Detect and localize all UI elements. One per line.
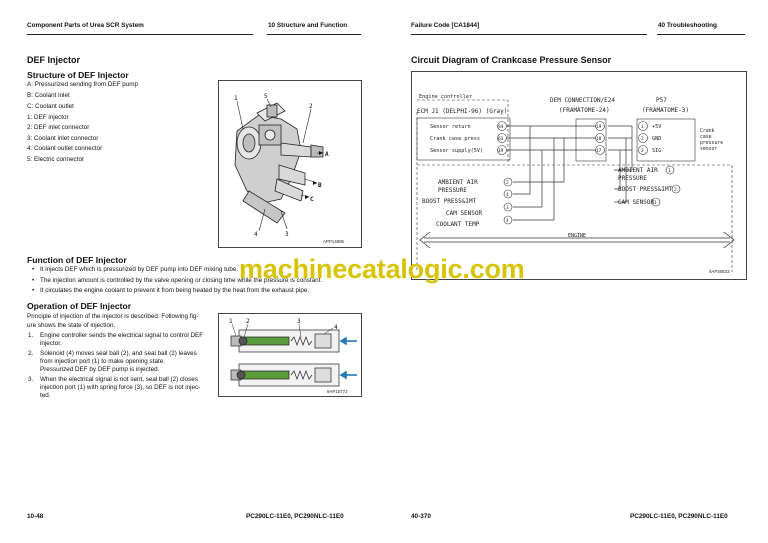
- structure-item: 5: Electric connector: [27, 156, 85, 163]
- callout-A: A: [325, 151, 329, 158]
- callout-5: 5: [264, 93, 268, 100]
- sensor-name: sensor: [700, 147, 718, 152]
- def-injector-drawing: [219, 81, 361, 247]
- function-bullet: • It circulates the engine coolant to prevent it from being heated by the heat from the exhaust pipe.: [40, 287, 309, 295]
- header-rule: [657, 34, 745, 35]
- callout-2: 2: [309, 103, 313, 110]
- model-number: PC290LC-11E0, PC290NLC-11E0: [630, 513, 728, 520]
- step-text: When the electrical signal is not sent, seal ball (2) closes: [40, 376, 198, 383]
- header-rule: [411, 34, 647, 35]
- step-text: ted.: [40, 392, 51, 399]
- left-signal-pin: 2: [506, 181, 509, 186]
- def-injector-figure: [218, 80, 362, 248]
- header-left: Component Parts of Urea SCR System: [27, 22, 144, 29]
- p57-pin-name: GND: [652, 136, 662, 142]
- callout-C: C: [310, 196, 314, 203]
- engine-controller-label: Engine controller: [419, 94, 473, 100]
- structure-item: 3: Coolant inlet connector: [27, 135, 99, 142]
- dem-pin-number: 17: [596, 149, 602, 154]
- header-right: 40 Troubleshooting: [658, 22, 717, 29]
- header-rule: [27, 34, 253, 35]
- dem-connector-sub: (FRAMATOME-24): [559, 107, 610, 114]
- p57-pin-name: SIG: [652, 148, 662, 154]
- right-signal-name: BOOST PRESS&IMT: [618, 186, 673, 193]
- callout-1: 1: [234, 95, 238, 102]
- callout-1: 1: [229, 318, 233, 325]
- p57-pin-number: 2: [641, 137, 644, 142]
- right-signal-name: PRESSURE: [618, 175, 647, 182]
- callout-4: 4: [334, 324, 338, 331]
- circuit-diagram: [411, 71, 747, 280]
- structure-item: C: Coolant outlet: [27, 103, 74, 110]
- step-text: from injection port (1) to make opening state.: [40, 358, 165, 365]
- step-text: injector.: [40, 340, 62, 347]
- ecm-pin-number: 63: [498, 137, 504, 142]
- step-text: Solenoid (4) moves seal ball (2), and seal ball (2) leaves: [40, 350, 197, 357]
- function-bullet: • The injection amount is controlled by the valve opening or closing time while the pressure is constant.: [40, 277, 322, 285]
- operation-intro: Principle of injection of the injector is described. Following fig-: [27, 313, 199, 320]
- left-signal-pin: 4: [506, 193, 509, 198]
- structure-item: B: Coolant inlet: [27, 92, 70, 99]
- page-number: 40-370: [411, 513, 431, 520]
- injection-principle-figure: [218, 313, 362, 397]
- dem-connector-label: DEM CONNECTION/E24: [550, 97, 616, 104]
- dem-pin-number: 18: [596, 137, 602, 142]
- left-signal-name: PRESSURE: [438, 187, 467, 194]
- callout-3: 3: [297, 318, 301, 325]
- header-rule: [267, 34, 361, 35]
- p57-pin-name: +5V: [652, 124, 662, 130]
- left-signal-pin: 3: [506, 206, 509, 211]
- structure-title: Structure of DEF Injector: [27, 70, 129, 80]
- injection-principle-drawing: [219, 314, 361, 396]
- diagram-title: Circuit Diagram of Crankcase Pressure Sensor: [411, 55, 612, 65]
- p57-sub: (FRAMATOME-3): [642, 107, 689, 114]
- right-signal-pin: 1: [668, 169, 671, 174]
- ecm-pin-name: Crank case press: [430, 136, 480, 142]
- callout-3: 3: [285, 231, 289, 238]
- callout-4: 4: [254, 231, 258, 238]
- operation-intro: ure shows the state of injection.: [27, 322, 116, 329]
- right-signal-name: AMBIENT AIR: [618, 167, 658, 174]
- ecm-pin-number: 94: [498, 125, 504, 130]
- step-text: Engine controller sends the electrical signal to control DEF: [40, 332, 204, 339]
- figure-caption: 9AP15772: [327, 389, 348, 394]
- operation-title: Operation of DEF Injector: [27, 301, 132, 311]
- dem-pin-number: 19: [596, 125, 602, 130]
- function-bullet: • It injects DEF which is pressurized by DEF pump into DEF mixing tube.: [40, 266, 238, 274]
- structure-item: 1: DEF injector: [27, 114, 69, 121]
- watermark: machinecatalogic.com: [239, 254, 525, 284]
- structure-item: A: Pressurized sending from DEF pump: [27, 81, 138, 88]
- sensor-name: pressure: [700, 141, 724, 146]
- section-title: DEF Injector: [27, 55, 81, 65]
- left-signal-name: CAM SENSOR: [446, 210, 483, 217]
- model-number: PC290LC-11E0, PC290NLC-11E0: [246, 513, 344, 520]
- p57-pin-number: 1: [641, 125, 644, 130]
- sensor-name: case: [700, 135, 712, 140]
- p57-label: P57: [656, 97, 667, 104]
- diagram-caption: 9AP30833: [709, 269, 730, 274]
- left-signal-name: COOLANT TEMP: [436, 221, 480, 228]
- engine-label: ENGINE: [568, 233, 587, 239]
- structure-item: 4: Coolant outlet connector: [27, 145, 103, 152]
- step-number: 3.: [28, 376, 34, 383]
- left-signal-name: AMBIENT AIR: [438, 179, 478, 186]
- figure-caption: APP14895: [323, 239, 344, 244]
- step-text: injection port (1) with spring force (3), so DEF is not injec-: [40, 384, 201, 391]
- header-right: 10 Structure and Function: [268, 22, 348, 29]
- left-signal-pin: 4: [506, 219, 509, 224]
- left-signal-name: BOOST PRESS&IMT: [422, 198, 477, 205]
- p57-pin-number: 3: [641, 149, 644, 154]
- page-number: 10-48: [27, 513, 44, 520]
- circuit-diagram-drawing: [412, 72, 746, 279]
- ecm-connector-label: ECM J1 (DELPHI-96) (Gray): [417, 108, 508, 115]
- step-text: Pressurized DEF by DEF pump is injected.: [40, 366, 160, 373]
- right-signal-pin: 2: [674, 188, 677, 193]
- step-number: 2.: [28, 350, 34, 357]
- ecm-pin-name: Sensor return: [430, 124, 471, 130]
- callout-B: B: [318, 182, 322, 189]
- step-number: 1.: [28, 332, 34, 339]
- right-signal-name: CAM SENSOR: [618, 199, 655, 206]
- structure-item: 2: DEF inlet connector: [27, 124, 90, 131]
- right-signal-pin: 1: [654, 201, 657, 206]
- ecm-pin-name: Sensor supply(5V): [430, 148, 484, 154]
- header-left: Failure Code [CA1844]: [411, 22, 480, 29]
- callout-2: 2: [246, 318, 250, 325]
- function-title: Function of DEF Injector: [27, 255, 127, 265]
- sensor-name: Crank: [700, 129, 715, 134]
- ecm-pin-number: 19: [498, 149, 504, 154]
